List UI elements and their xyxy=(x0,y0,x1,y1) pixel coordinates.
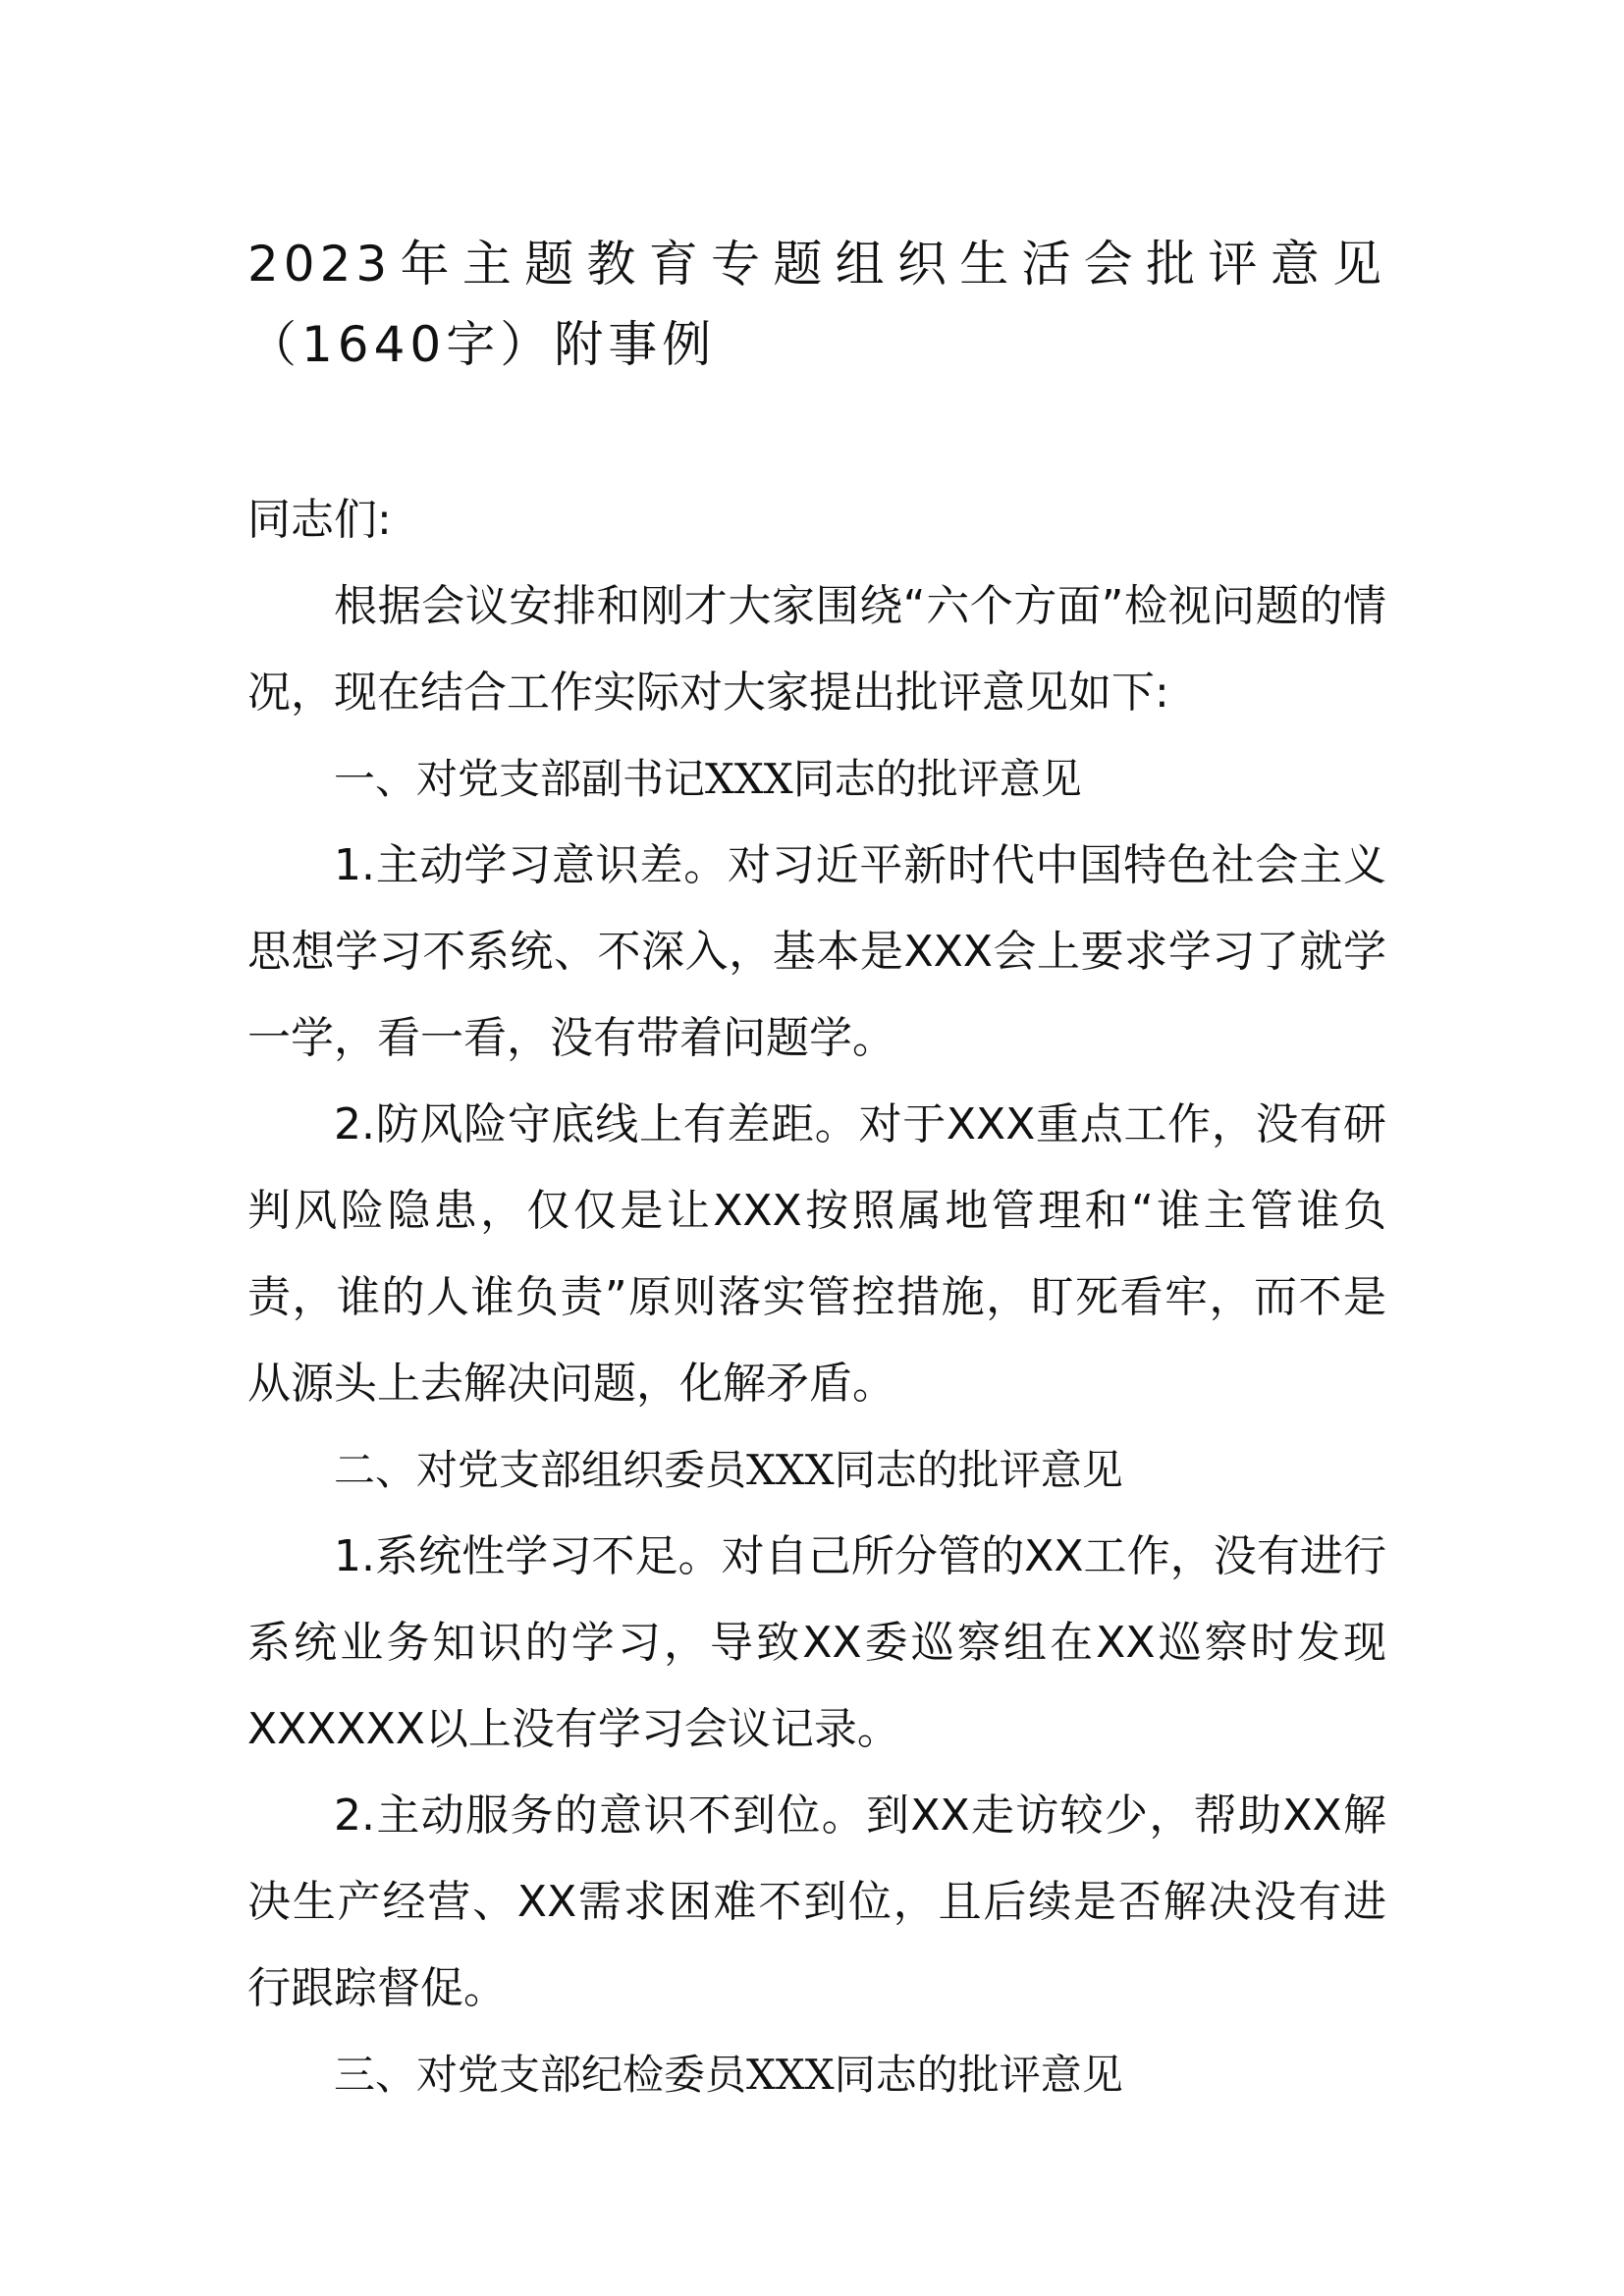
section-1-item-1: 1.主动学习意识差。对习近平新时代中国特色社会主义思想学习不系统、不深入，基本是XXX会上要求学习了就学一学，看一看，没有带着问题学。 xyxy=(247,840,1386,1063)
section-2-item-1: 1.系统性学习不足。对自己所分管的XX工作，没有进行系统业务知识的学习，导致XX委巡察组在XX巡察时发现XXXXXX以上没有学习会议记录。 xyxy=(247,1531,1386,1754)
section-heading-3: 三、对党支部纪检委员XXX同志的批评意见 xyxy=(334,2051,1123,2099)
section-2-item-2: 2.主动服务的意识不到位。到XX走访较少，帮助XX解决生产经营、XX需求困难不到位，且后续是否解决没有进行跟踪督促。 xyxy=(247,1790,1386,2013)
section-1-item-2: 2.防风险守底线上有差距。对于XXX重点工作，没有研判风险隐患，仅仅是让XXX按照属地管理和“谁主管谁负责，谁的人谁负责”原则落实管控措施，盯死看牢，而不是从源头上去解决问题，化解矛盾。 xyxy=(247,1099,1386,1409)
section-heading-2: 二、对党支部组织委员XXX同志的批评意见 xyxy=(334,1446,1123,1494)
document-body xyxy=(247,477,1386,2118)
document-title: 2023年主题教育专题组织生活会批评意见（1640字）附事例 xyxy=(247,236,1386,373)
salutation: 同志们: xyxy=(247,495,392,545)
section-heading-1: 一、对党支部副书记XXX同志的批评意见 xyxy=(334,755,1082,803)
intro-paragraph: 根据会议安排和刚才大家围绕“六个方面”检视问题的情况，现在结合工作实际对大家提出批评意见如下: xyxy=(247,581,1386,718)
